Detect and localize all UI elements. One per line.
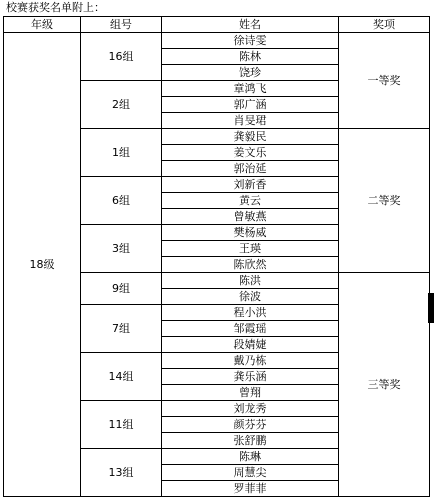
award-cell: 二等奖 (339, 129, 430, 273)
member-name-cell: 戴乃栋 (162, 353, 339, 369)
member-name-cell: 王瑛 (162, 241, 339, 257)
member-name-cell: 陈欣然 (162, 257, 339, 273)
grade-cell: 18级 (4, 33, 81, 497)
header-row (4, 17, 430, 33)
member-name-cell: 曾翔 (162, 385, 339, 401)
table-row (4, 33, 430, 49)
member-name-cell: 陈林 (162, 49, 339, 65)
member-name-cell: 龚毅民 (162, 129, 339, 145)
award-cell: 一等奖 (339, 33, 430, 129)
page-edge-marker (428, 293, 434, 323)
header-group: 组号 (81, 17, 162, 33)
member-name-cell: 徐波 (162, 289, 339, 305)
list-heading: 校赛获奖名单附上： (6, 1, 105, 14)
member-name-cell: 程小洪 (162, 305, 339, 321)
group-cell: 1组 (81, 129, 162, 177)
table-body (4, 33, 430, 497)
member-name-cell: 樊杨威 (162, 225, 339, 241)
member-name-cell: 曾敏燕 (162, 209, 339, 225)
member-name-cell: 刘新香 (162, 177, 339, 193)
group-cell: 9组 (81, 273, 162, 305)
member-name-cell: 黄云 (162, 193, 339, 209)
member-name-cell: 徐诗雯 (162, 33, 339, 49)
group-cell: 7组 (81, 305, 162, 353)
member-name-cell: 邹霞瑶 (162, 321, 339, 337)
group-cell: 16组 (81, 33, 162, 81)
member-name-cell: 周慧尖 (162, 465, 339, 481)
member-name-cell: 姜文乐 (162, 145, 339, 161)
group-cell: 6组 (81, 177, 162, 225)
member-name-cell: 陈琳 (162, 449, 339, 465)
member-name-cell: 陈洪 (162, 273, 339, 289)
member-name-cell: 肖旻珺 (162, 113, 339, 129)
award-cell: 三等奖 (339, 273, 430, 497)
header-name: 姓名 (162, 17, 339, 33)
member-name-cell: 罗菲菲 (162, 481, 339, 497)
member-name-cell: 段婧婕 (162, 337, 339, 353)
group-cell: 3组 (81, 225, 162, 273)
group-cell: 11组 (81, 401, 162, 449)
member-name-cell: 龚乐涵 (162, 369, 339, 385)
member-name-cell: 饶珍 (162, 65, 339, 81)
awards-table (3, 16, 430, 497)
member-name-cell: 郭治延 (162, 161, 339, 177)
member-name-cell: 张舒鹏 (162, 433, 339, 449)
header-grade: 年级 (4, 17, 81, 33)
member-name-cell: 郭广涵 (162, 97, 339, 113)
group-cell: 2组 (81, 81, 162, 129)
member-name-cell: 刘龙秀 (162, 401, 339, 417)
member-name-cell: 章鸿飞 (162, 81, 339, 97)
group-cell: 13组 (81, 449, 162, 497)
header-award: 奖项 (339, 17, 430, 33)
group-cell: 14组 (81, 353, 162, 401)
member-name-cell: 颜芬芬 (162, 417, 339, 433)
